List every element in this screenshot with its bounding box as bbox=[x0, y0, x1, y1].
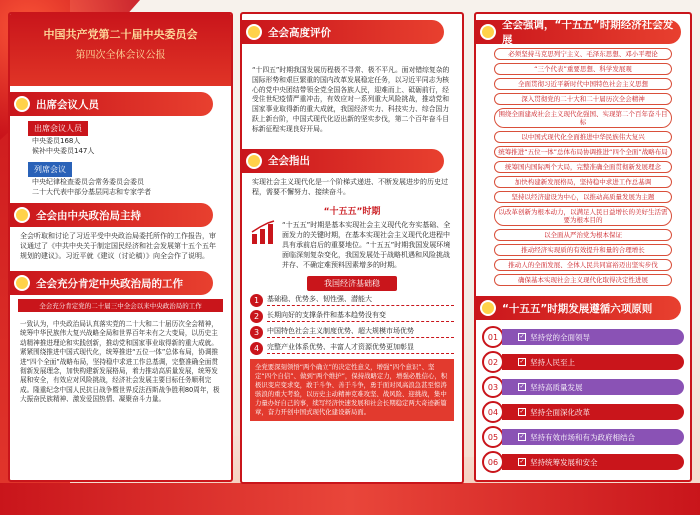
section-header-pointed bbox=[242, 149, 444, 173]
principle-item bbox=[482, 401, 684, 423]
section-title: 全会高度评价 bbox=[268, 26, 331, 39]
advantage-text: 基础稳、优势多、韧性强、潜能大 bbox=[267, 294, 454, 306]
list-item: 统筹推进“五位一体”总体布局协调推进“四个全面”战略布局 bbox=[494, 146, 672, 158]
period-title: “十五五”时期 bbox=[323, 206, 381, 217]
evaluation-text: “十四五”时期我国发展历程极不寻常、极不平凡。面对错综复杂的国际形势和艰巨繁重的国内改革发展稳定任务，以习近平同志为核心的党中央团结带领全党全国各族人民，迎难而上、砥砺前行，经受住世纪疫情严重冲击，有效应对一系列重大风险挑战，推动党和国家事业取得新的重大成就，我国经济实力、科技实力、综合国力跃上新台阶，中国式现代化迈出新的坚实步伐，第二个百年奋斗目标新征程实现良好开局。 bbox=[252, 66, 450, 133]
list-item: 统筹国内国际两个大局，完整准确全面贯彻新发展理念 bbox=[494, 161, 672, 173]
attend-label: 出席会议人员 bbox=[28, 121, 88, 136]
advantage-text: 中国特色社会主义制度优势、超大规模市场优势 bbox=[267, 326, 454, 338]
list-item: 全面贯彻习近平新时代中国特色社会主义思想 bbox=[494, 78, 672, 90]
list-item: 坚持以经济建设为中心，以推动高质量发展为主题 bbox=[494, 191, 672, 203]
checkbox-icon: ✓ bbox=[519, 458, 525, 465]
principle-number: 04 bbox=[482, 401, 504, 423]
principle-bar bbox=[502, 429, 684, 445]
title-line-2: 第四次全体会议公报 bbox=[75, 50, 166, 61]
principle-text: 坚持有效市场和有为政府相结合 bbox=[530, 432, 635, 442]
panel-left bbox=[8, 12, 233, 482]
list-item: 二十大代表中部分基层同志和专家学者 bbox=[32, 188, 151, 196]
advantages-title: 我国经济基础稳 bbox=[307, 276, 397, 291]
section-header-politburo bbox=[10, 203, 213, 227]
principle-bar bbox=[502, 329, 684, 345]
principle-number: 02 bbox=[482, 351, 504, 373]
attend-list bbox=[10, 136, 231, 156]
section-title: 全会充分肯定中央政治局的工作 bbox=[36, 277, 183, 290]
advantage-item bbox=[250, 326, 454, 339]
section-header-evaluation bbox=[242, 20, 444, 44]
section-title: 出席会议人员 bbox=[36, 98, 99, 111]
advantage-text: 长期向好的支撑条件和基本趋势没有变 bbox=[267, 310, 454, 322]
principle-bar bbox=[502, 379, 684, 395]
panel-right bbox=[474, 12, 692, 482]
principle-number: 01 bbox=[482, 326, 504, 348]
list-item: 以改革创新为根本动力，以满足人民日益增长的美好生活需要为根本目的 bbox=[494, 206, 672, 226]
checkbox-icon: ✓ bbox=[519, 358, 525, 365]
principle-bar bbox=[502, 454, 684, 470]
number-badge: 4 bbox=[250, 342, 263, 355]
checkbox-icon: ✓ bbox=[519, 408, 525, 415]
period-text: “十五五”时期是基本实现社会主义现代化夯实基础、全面发力的关键时期，在基本实现社会主义现代化进程中具有承前启后的重要地位。“十五五”时期我国发展环境面临深刻复杂变化，我国发展处于战略机遇和风险挑战并存、不确定难预料因素增多的时期。 bbox=[282, 220, 451, 269]
closing-text: 全党要深刻领悟“两个确立”的决定性意义，增强“四个意识”、坚定“四个自信”、做到“两个维护”，保持战略定力，增强必胜信心，积极识变应变求变，敢于斗争、善于斗争，勇于面对风高浪急甚至惊涛骇浪的重大考验，以历史主动精神克难攻坚、战风险、迎挑战，集中力量办好自己的事，续写经济快速发展和社会长期稳定两大奇迹新篇章，奋力开创中国式现代化建设新局面。 bbox=[250, 359, 454, 421]
principle-bar bbox=[502, 354, 684, 370]
list-item: 深入贯彻党的二十大和二十届历次全会精神 bbox=[494, 93, 672, 105]
list-item: “三个代表”重要思想、科学发展观 bbox=[494, 63, 672, 75]
bullet-dot-icon bbox=[14, 96, 30, 112]
bullet-dot-icon bbox=[14, 207, 30, 223]
advantage-item bbox=[250, 342, 454, 355]
bullet-dot-icon bbox=[480, 300, 496, 316]
principle-text: 坚持高质量发展 bbox=[530, 382, 583, 392]
list-item: 以全面从严治党为根本保证 bbox=[494, 229, 672, 241]
number-badge: 2 bbox=[250, 310, 263, 323]
advantage-item bbox=[250, 310, 454, 323]
list-item: 围绕全面建成社会主义现代化强国、实现第二个百年奋斗目标 bbox=[494, 108, 672, 128]
list-item: 中央纪律检查委员会常务委员会委员 bbox=[32, 178, 144, 186]
principles-list bbox=[476, 326, 690, 473]
section-title: 全会指出 bbox=[268, 155, 310, 168]
principle-number: 06 bbox=[482, 451, 504, 473]
list-item: 候补中央委员147人 bbox=[32, 147, 95, 155]
observe-label: 列席会议 bbox=[28, 162, 72, 177]
principle-number: 05 bbox=[482, 426, 504, 448]
pointed-text: 实现社会主义现代化是一个阶梯式递进、不断发展进步的历史过程，需要不懈努力、接续奋斗。 bbox=[252, 177, 448, 196]
politburo-text: 全会听取和讨论了习近平受中央政治局委托所作的工作报告，审议通过了《中共中央关于制定国民经济和社会发展第十五个五年规划的建议》。习近平就《建议（讨论稿）》向全会作了说明。 bbox=[20, 232, 216, 260]
checkbox-icon: ✓ bbox=[519, 433, 525, 440]
bottom-red-bar bbox=[0, 483, 700, 515]
principle-bar bbox=[502, 404, 684, 420]
list-item: 必须坚持马克思列宁主义、毛泽东思想、邓小平理论 bbox=[494, 48, 672, 60]
list-item: 推动经济实现质的有效提升和量的合理增长 bbox=[494, 244, 672, 256]
panel-middle bbox=[240, 12, 464, 484]
bullet-dot-icon bbox=[246, 24, 262, 40]
principle-text: 坚持党的全面领导 bbox=[530, 332, 590, 342]
number-badge: 1 bbox=[250, 294, 263, 307]
section-header-affirm bbox=[10, 271, 213, 295]
section-header-emphasis bbox=[476, 20, 681, 44]
principle-item bbox=[482, 326, 684, 348]
principle-text: 坚持人民至上 bbox=[530, 357, 575, 367]
affirm-text: 一致认为，中央政治局认真落实党的二十大和二十届历次全会精神，统筹中华民族伟大复兴战略全局和世界百年未有之大变局，以历史主动精神推进理论和实践创新，推动党和国家事业取得新的重大成就。紧紧围绕推进中国式现代化，统筹推进“五位一体”总体布局，协调推进“四个全面”战略布局，坚持稳中求进工作总基调，完整准确全面贯彻新发展理念，加快构建新发展格局，着力推动高质量发展，统筹发展和安全，有效应对风险挑战，经济社会发展主要目标任务顺利完成。隆重纪念中国人民抗日战争暨世界反法西斯战争胜利80周年，极大振奋民族精神、激发爱国热情、凝聚奋斗力量。 bbox=[20, 320, 220, 404]
principle-item bbox=[482, 451, 684, 473]
number-badge: 3 bbox=[250, 326, 263, 339]
principle-item bbox=[482, 376, 684, 398]
principle-item bbox=[482, 351, 684, 373]
list-item: 以中国式现代化全面推进中华民族伟大复兴 bbox=[494, 131, 672, 143]
principle-item bbox=[482, 426, 684, 448]
section-title: “十五五”时期发展遵循六项原则 bbox=[502, 302, 653, 315]
checkbox-icon: ✓ bbox=[519, 383, 525, 390]
affirm-subtitle: 全会充分肯定党的二十届三中全会以来中央政治局的工作 bbox=[18, 299, 223, 312]
bullet-dot-icon bbox=[14, 275, 30, 291]
checkbox-icon: ✓ bbox=[519, 333, 525, 340]
section-header-attendees bbox=[10, 92, 213, 116]
emphasis-list bbox=[476, 48, 690, 286]
list-item: 中央委员168人 bbox=[32, 137, 81, 145]
observe-list bbox=[10, 177, 231, 197]
advantage-text: 完整产业体系优势、丰富人才资源优势更加彰显 bbox=[267, 342, 454, 354]
advantage-item bbox=[250, 294, 454, 307]
title-block bbox=[10, 14, 231, 86]
section-header-principles bbox=[476, 296, 681, 320]
title-line-1: 中国共产党第二十届中央委员会 bbox=[43, 28, 198, 41]
section-title: 全会强调，“十五五”时期经济社会发展 bbox=[502, 19, 674, 46]
list-item: 确保基本实现社会主义现代化取得决定性进展 bbox=[494, 274, 672, 286]
principle-text: 坚持统筹发展和安全 bbox=[530, 457, 598, 467]
list-item: 加快构建新发展格局，坚持稳中求进工作总基调 bbox=[494, 176, 672, 188]
period-block bbox=[242, 220, 462, 270]
section-title: 全会由中央政治局主持 bbox=[36, 209, 141, 222]
bullet-dot-icon bbox=[480, 24, 496, 40]
list-item: 推动人的全面发展、全体人民共同富裕迈出坚实步伐 bbox=[494, 259, 672, 271]
bullet-dot-icon bbox=[246, 153, 262, 169]
bar-chart-icon bbox=[250, 220, 276, 246]
principle-number: 03 bbox=[482, 376, 504, 398]
principle-text: 坚持全面深化改革 bbox=[530, 407, 590, 417]
